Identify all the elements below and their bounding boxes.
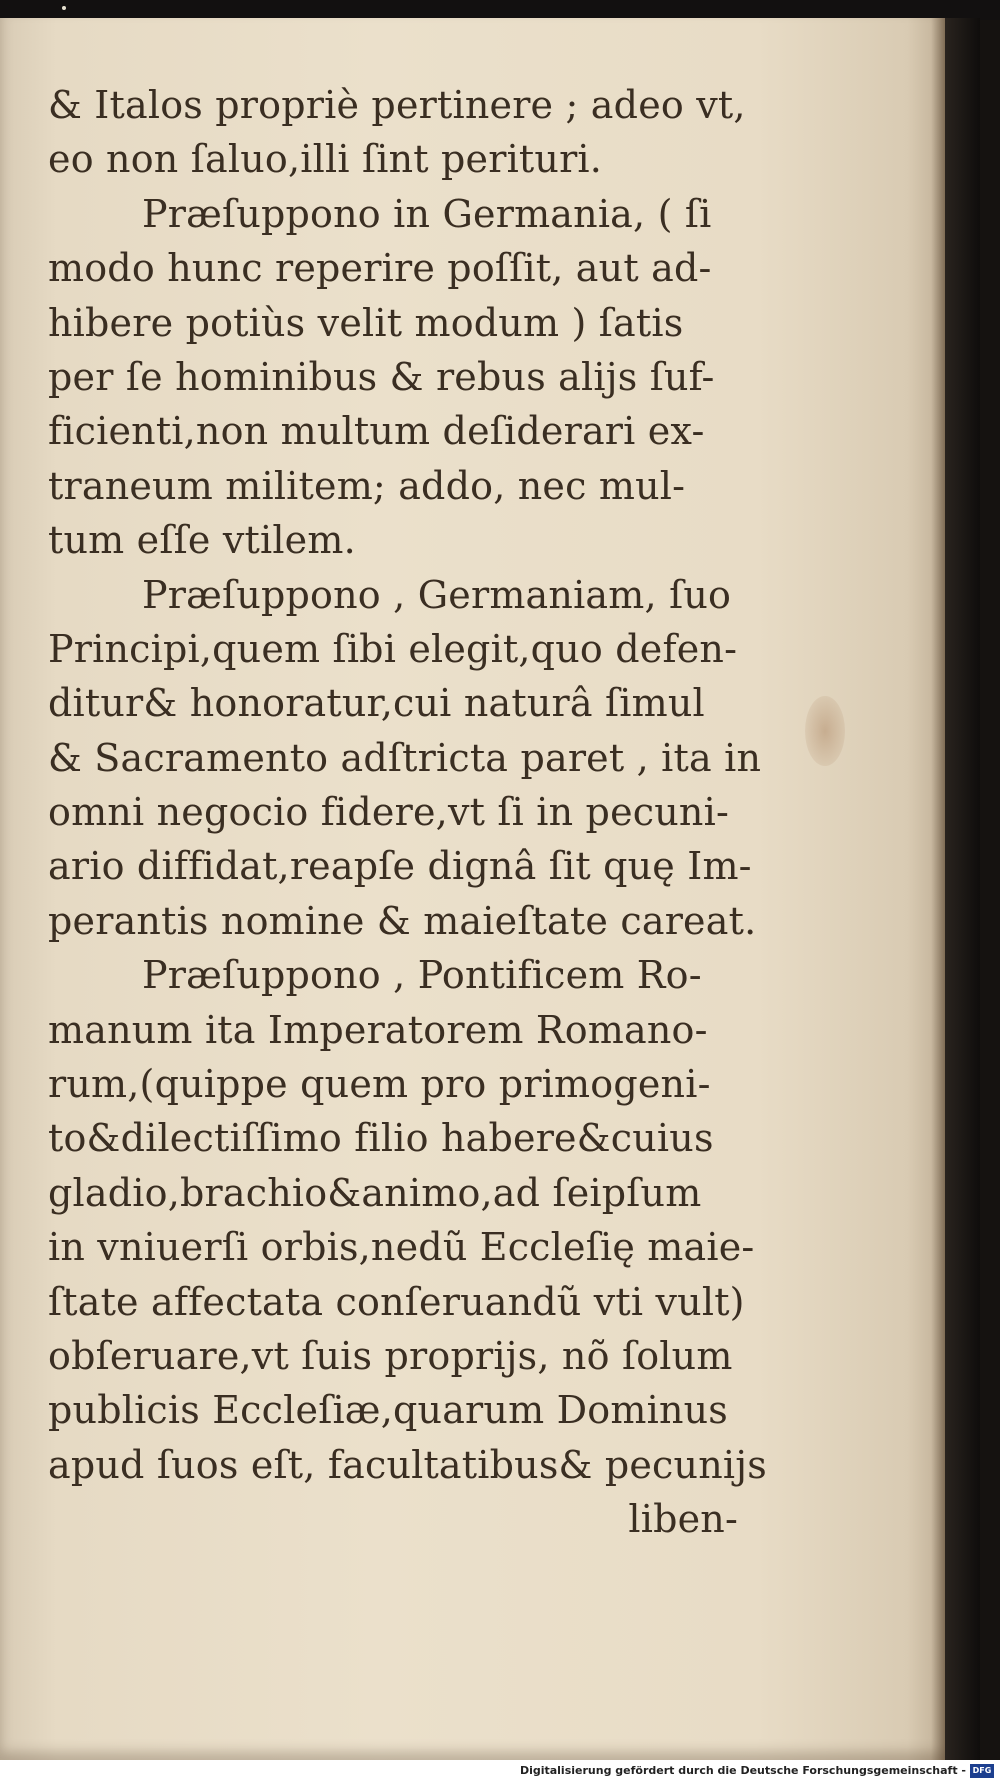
text-line: ario diffidat,reapſe dignâ ſit quę Im-	[48, 844, 752, 889]
scan-mark	[62, 6, 66, 10]
text-line: eo non ſaluo,illi ſint perituri.	[48, 137, 603, 182]
text-line: Principi,quem ſibi elegit,quo defen-	[48, 626, 738, 671]
text-line: Præſuppono in Germania, ( ſi	[142, 191, 712, 236]
dfg-logo-icon: DFG	[970, 1764, 994, 1778]
text-line: obſeruare,vt ſuis proprijs, nõ ſolum	[48, 1333, 733, 1378]
text-line: Præſuppono , Pontificem Ro-	[142, 953, 702, 998]
text-line: modo hunc reperire poſſit, aut ad-	[48, 246, 712, 291]
text-line: & Italos propriè pertinere ; adeo vt,	[48, 83, 746, 127]
text-line: in vniuerſi orbis,nedũ Eccleſię maie-	[48, 1225, 755, 1270]
catchword: liben-	[628, 1497, 738, 1542]
text-line: publicis Eccleſiæ,quarum Dominus	[48, 1388, 728, 1433]
text-line: per ſe hominibus & rebus alijs ſuf-	[48, 354, 715, 399]
text-line: ditur& honoratur,cui naturâ ſimul	[48, 681, 705, 726]
text-line: & Sacramento adſtricta paret , ita in	[48, 735, 762, 780]
scan-background-top	[0, 0, 1000, 20]
digitization-credit: Digitalisierung gefördert durch die Deutsche Forschungsgemeinschaft -	[519, 1764, 966, 1777]
text-line: ficienti,non multum deſiderari ex-	[48, 409, 705, 454]
text-line: Præſuppono , Germaniam, ſuo	[142, 572, 732, 617]
text-line: manum ita Imperatorem Romano-	[48, 1007, 708, 1052]
text-line: rum,(quippe quem pro primogeni-	[48, 1062, 711, 1107]
text-line: traneum militem; addo, nec mul-	[48, 463, 686, 508]
paper-stain	[805, 696, 845, 766]
text-line: to&dilectiſſimo filio habere&cuius	[48, 1116, 714, 1161]
text-line: hibere potiùs velit modum ) ſatis	[48, 300, 684, 345]
text-line: omni negocio fidere,vt ſi in pecuni-	[48, 790, 729, 835]
text-line: ſtate affectata conſeruandũ vti vult)	[48, 1279, 745, 1324]
text-line: apud ſuos eſt, facultatibus& pecunijs	[48, 1442, 767, 1487]
text-line: tum eſſe vtilem.	[48, 518, 356, 563]
page-text	[48, 78, 767, 1547]
text-line: gladio,brachio&animo,ad ſeipſum	[48, 1170, 702, 1215]
text-line: perantis nomine & maieſtate careat.	[48, 898, 757, 943]
